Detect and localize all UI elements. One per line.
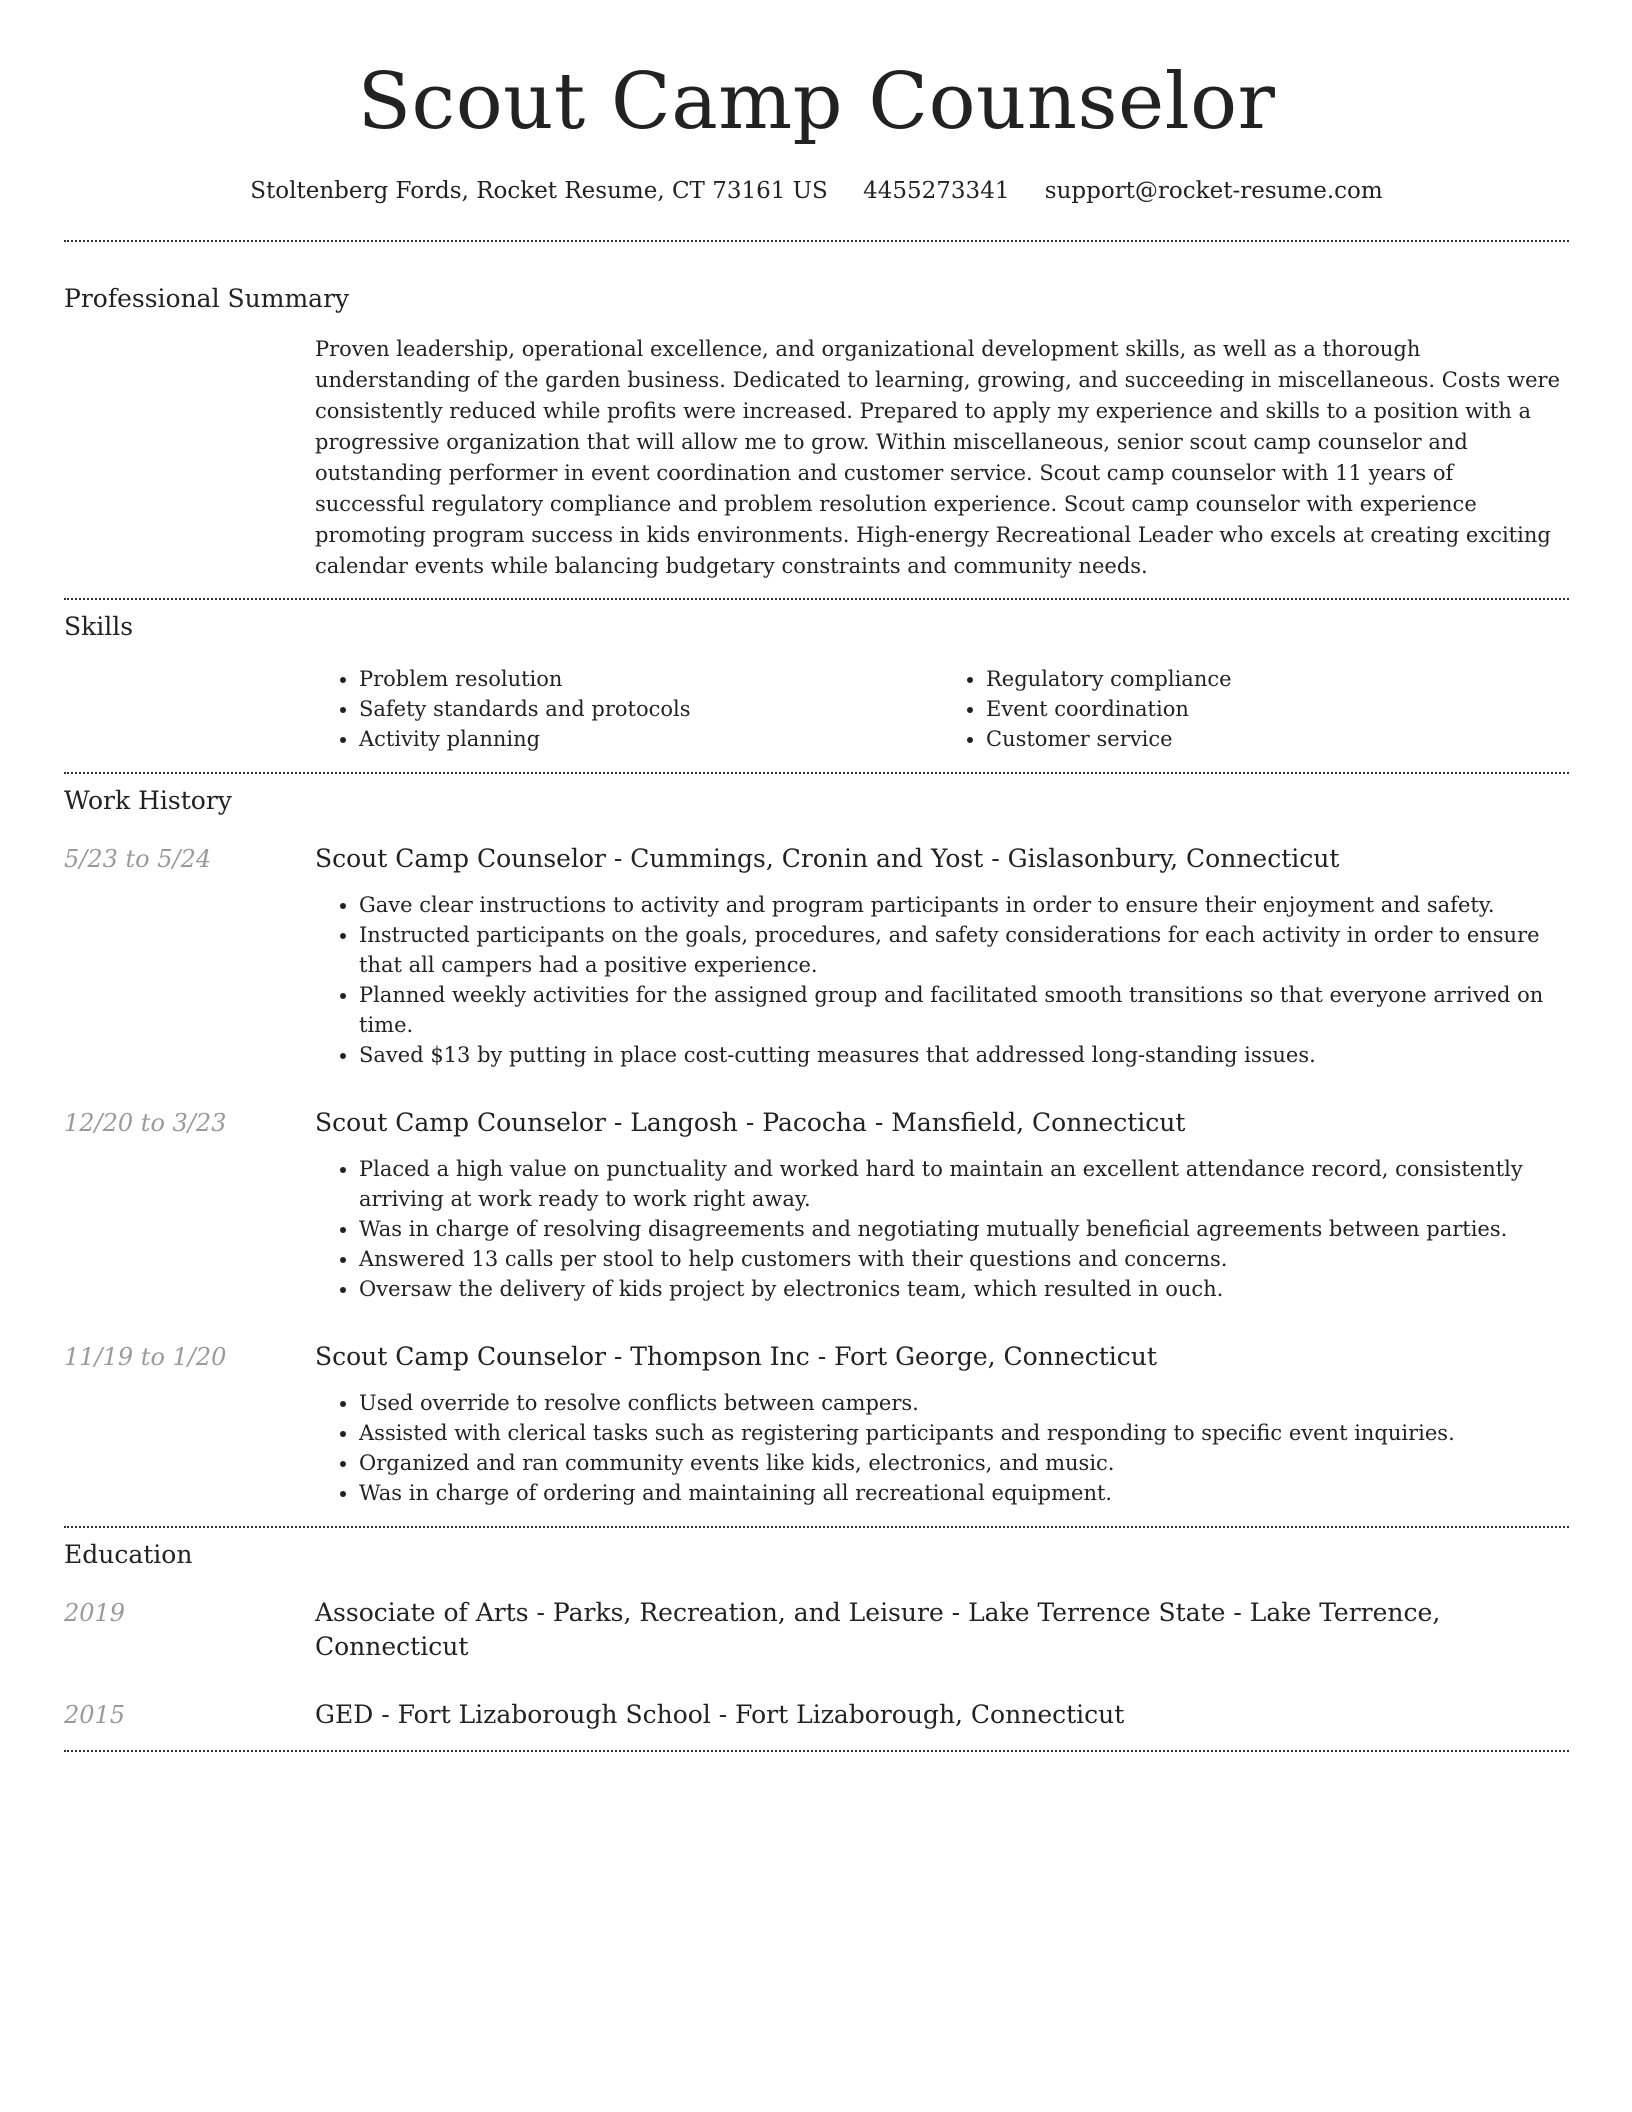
contact-email: support@rocket-resume.com	[1044, 178, 1383, 204]
work-section	[64, 784, 1569, 1508]
section-title-summary: Professional Summary	[64, 284, 350, 313]
divider	[64, 772, 1569, 774]
skill-item: • Regulatory compliance	[986, 664, 1569, 694]
job-bullet: • Was in charge of resolving disagreements and negotiating mutually beneficial agreements between parties.	[359, 1214, 1569, 1244]
education-year: 2019	[64, 1599, 126, 1627]
job-bullet: • Used override to resolve conflicts between campers.	[359, 1388, 1569, 1418]
job-bullet: • Organized and ran community events like kids, electronics, and music.	[359, 1448, 1569, 1478]
job-bullets	[315, 1388, 1569, 1508]
skill-item: • Problem resolution	[359, 664, 942, 694]
job-bullets	[315, 1154, 1569, 1304]
education-entry	[64, 1596, 1569, 1664]
section-title-education: Education	[64, 1540, 193, 1569]
skills-list-right	[942, 664, 1569, 754]
job-bullet: • Assisted with clerical tasks such as registering participants and responding to specific event inquiries.	[359, 1418, 1569, 1448]
job-bullet: • Placed a high value on punctuality and worked hard to maintain an excellent attendance record, consistently arriving at work ready to work right away.	[359, 1154, 1569, 1214]
divider	[64, 598, 1569, 600]
skills-list-left	[315, 664, 942, 754]
divider	[64, 240, 1569, 242]
education-heading: Associate of Arts - Parks, Recreation, and Leisure - Lake Terrence State - Lake Terrence, Connecticut	[315, 1598, 1441, 1661]
contact-phone: 4455273341	[863, 178, 1010, 204]
divider	[64, 1526, 1569, 1528]
job-bullet: • Was in charge of ordering and maintaining all recreational equipment.	[359, 1478, 1569, 1508]
job-entry	[64, 1106, 1569, 1304]
divider	[64, 1750, 1569, 1752]
education-year: 2015	[64, 1701, 126, 1729]
section-title-skills: Skills	[64, 612, 134, 641]
job-heading: Scout Camp Counselor - Langosh - Pacocha - Mansfield, Connecticut	[315, 1108, 1186, 1137]
job-entry	[64, 842, 1569, 1070]
skills-section	[64, 610, 1569, 754]
job-entry	[64, 1340, 1569, 1508]
skill-item: • Activity planning	[359, 724, 942, 754]
job-dates: 5/23 to 5/24	[64, 845, 212, 873]
job-dates: 12/20 to 3/23	[64, 1109, 227, 1137]
education-heading: GED - Fort Lizaborough School - Fort Lizaborough, Connecticut	[315, 1700, 1125, 1729]
contact-address: Stoltenberg Fords, Rocket Resume, CT 73161 US	[250, 178, 828, 204]
summary-text: Proven leadership, operational excellence, and organizational development skills, as well as a thorough understanding of the garden business. Dedicated to learning, growing, and succeeding in miscellaneous. Costs were consistently reduced while profits were increased. Prepared to apply my experience and skills to a position with a progressive organization that will allow me to grow. Within miscellaneous, senior scout camp counselor and outstanding performer in event coordination and customer service. Scout camp counselor with 11 years of successful regulatory compliance and problem resolution experience. Scout camp counselor with experience promoting program success in kids environments. High-energy Recreational Leader who excels at creating exciting calendar events while balancing budgetary constraints and community needs.	[315, 337, 1561, 578]
education-entry	[64, 1698, 1569, 1732]
job-dates: 11/19 to 1/20	[64, 1343, 227, 1371]
job-bullet: • Planned weekly activities for the assigned group and facilitated smooth transitions so that everyone arrived on time.	[359, 980, 1569, 1040]
skill-item: • Event coordination	[986, 694, 1569, 724]
resume-name: Scout Camp Counselor	[357, 57, 1276, 147]
job-heading: Scout Camp Counselor - Thompson Inc - Fort George, Connecticut	[315, 1342, 1157, 1371]
job-bullets	[315, 890, 1569, 1070]
skill-item: • Customer service	[986, 724, 1569, 754]
job-bullet: • Oversaw the delivery of kids project by electronics team, which resulted in ouch.	[359, 1274, 1569, 1304]
job-bullet: • Saved $13 by putting in place cost-cutting measures that addressed long-standing issues.	[359, 1040, 1569, 1070]
skill-item: • Safety standards and protocols	[359, 694, 942, 724]
contact-line	[64, 174, 1569, 208]
job-heading: Scout Camp Counselor - Cummings, Cronin and Yost - Gislasonbury, Connecticut	[315, 844, 1340, 873]
job-bullet: • Gave clear instructions to activity and program participants in order to ensure their enjoyment and safety.	[359, 890, 1569, 920]
job-bullet: • Answered 13 calls per stool to help customers with their questions and concerns.	[359, 1244, 1569, 1274]
resume-page	[64, 0, 1569, 1752]
section-title-work: Work History	[64, 786, 232, 815]
job-bullet: • Instructed participants on the goals, procedures, and safety considerations for each activity in order to ensure that all campers had a positive experience.	[359, 920, 1569, 980]
education-section	[64, 1538, 1569, 1732]
summary-section	[64, 282, 1569, 582]
